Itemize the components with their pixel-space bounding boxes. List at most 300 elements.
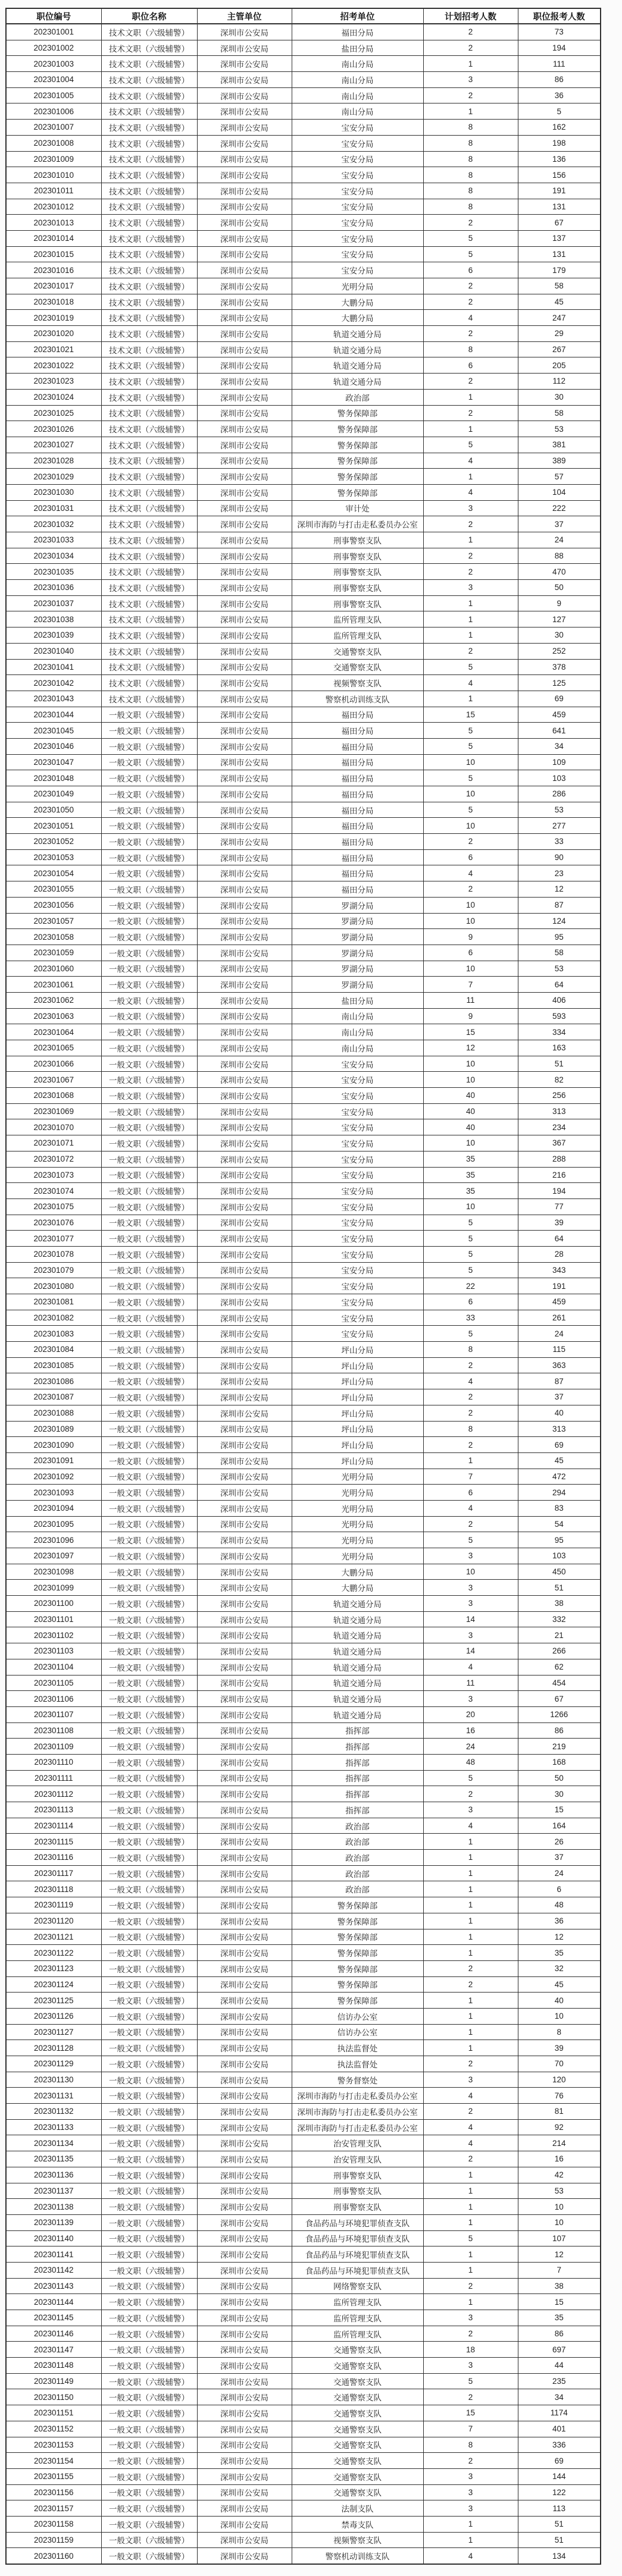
cell-position-name: 技术文职（六级辅警）	[101, 310, 197, 326]
cell-position-id: 202301003	[6, 56, 101, 72]
cell-planned-count: 1	[423, 2214, 518, 2230]
table-row	[6, 1103, 601, 1119]
table-row	[6, 1960, 601, 1976]
cell-recruiting-unit: 大鹏分局	[292, 294, 423, 310]
cell-planned-count: 6	[423, 945, 518, 961]
cell-applicant-count: 51	[518, 2516, 601, 2532]
cell-position-id: 202301036	[6, 580, 101, 596]
cell-recruiting-unit: 警务督察处	[292, 2072, 423, 2088]
cell-planned-count: 15	[423, 707, 518, 723]
cell-planned-count: 2	[423, 374, 518, 390]
cell-position-id: 202301069	[6, 1103, 101, 1119]
cell-supervising-unit: 深圳市公安局	[197, 2199, 292, 2215]
cell-planned-count: 5	[423, 738, 518, 754]
cell-position-id: 202301144	[6, 2294, 101, 2310]
cell-position-id: 202301091	[6, 1452, 101, 1469]
cell-position-id: 202301053	[6, 849, 101, 865]
cell-position-id: 202301156	[6, 2484, 101, 2500]
cell-recruiting-unit: 大鹏分局	[292, 310, 423, 326]
table-row	[6, 2532, 601, 2548]
cell-supervising-unit: 深圳市公安局	[197, 2294, 292, 2310]
cell-recruiting-unit: 福田分局	[292, 786, 423, 802]
cell-supervising-unit: 深圳市公安局	[197, 453, 292, 469]
cell-position-name: 技术文职（六级辅警）	[101, 643, 197, 659]
cell-recruiting-unit: 刑事警察支队	[292, 564, 423, 580]
cell-position-id: 202301129	[6, 2056, 101, 2072]
cell-recruiting-unit: 审计处	[292, 500, 423, 516]
cell-recruiting-unit: 监所管理支队	[292, 2294, 423, 2310]
cell-position-name: 一般文职（六级辅警）	[101, 723, 197, 739]
cell-recruiting-unit: 警务保障部	[292, 469, 423, 485]
cell-planned-count: 8	[423, 151, 518, 167]
cell-recruiting-unit: 南山分局	[292, 103, 423, 120]
table-row	[6, 1929, 601, 1945]
cell-supervising-unit: 深圳市公安局	[197, 1834, 292, 1850]
cell-applicant-count: 37	[518, 1850, 601, 1866]
table-row	[6, 183, 601, 199]
cell-applicant-count: 36	[518, 87, 601, 103]
cell-applicant-count: 234	[518, 1119, 601, 1135]
cell-position-name: 技术文职（六级辅警）	[101, 72, 197, 88]
cell-position-name: 一般文职（六级辅警）	[101, 707, 197, 723]
cell-recruiting-unit: 坪山分局	[292, 1452, 423, 1469]
table-row	[6, 1722, 601, 1739]
cell-supervising-unit: 深圳市公安局	[197, 2167, 292, 2183]
cell-position-id: 202301040	[6, 643, 101, 659]
cell-planned-count: 2	[423, 2104, 518, 2120]
cell-supervising-unit: 深圳市公安局	[197, 1754, 292, 1770]
cell-supervising-unit: 深圳市公安局	[197, 405, 292, 421]
cell-position-name: 一般文职（六级辅警）	[101, 897, 197, 913]
cell-supervising-unit: 深圳市公安局	[197, 881, 292, 898]
cell-position-name: 技术文职（六级辅警）	[101, 675, 197, 691]
cell-applicant-count: 73	[518, 24, 601, 40]
cell-supervising-unit: 深圳市公安局	[197, 1580, 292, 1596]
cell-supervising-unit: 深圳市公安局	[197, 770, 292, 786]
cell-recruiting-unit: 轨道交通分局	[292, 326, 423, 342]
table-row	[6, 595, 601, 611]
cell-applicant-count: 12	[518, 1929, 601, 1945]
table-row	[6, 1024, 601, 1040]
cell-applicant-count: 70	[518, 2056, 601, 2072]
cell-recruiting-unit: 指挥部	[292, 1802, 423, 1818]
cell-supervising-unit: 深圳市公安局	[197, 532, 292, 548]
cell-supervising-unit: 深圳市公安局	[197, 1818, 292, 1834]
cell-applicant-count: 39	[518, 2040, 601, 2056]
table-row	[6, 723, 601, 739]
cell-position-name: 一般文职（六级辅警）	[101, 2262, 197, 2278]
cell-supervising-unit: 深圳市公安局	[197, 580, 292, 596]
cell-supervising-unit: 深圳市公安局	[197, 1532, 292, 1548]
cell-applicant-count: 83	[518, 1500, 601, 1516]
cell-planned-count: 22	[423, 1278, 518, 1294]
cell-recruiting-unit: 福田分局	[292, 849, 423, 865]
cell-supervising-unit: 深圳市公安局	[197, 1373, 292, 1389]
cell-position-name: 技术文职（六级辅警）	[101, 500, 197, 516]
cell-position-name: 技术文职（六级辅警）	[101, 564, 197, 580]
cell-position-id: 202301019	[6, 310, 101, 326]
cell-recruiting-unit: 警察机动训练支队	[292, 2548, 423, 2564]
cell-recruiting-unit: 宝安分局	[292, 199, 423, 215]
cell-position-name: 一般文职（六级辅警）	[101, 1246, 197, 1262]
cell-position-id: 202301112	[6, 1786, 101, 1802]
cell-supervising-unit: 深圳市公安局	[197, 1119, 292, 1135]
cell-position-id: 202301065	[6, 1040, 101, 1056]
cell-planned-count: 5	[423, 230, 518, 246]
cell-position-name: 技术文职（六级辅警）	[101, 40, 197, 56]
table-row	[6, 738, 601, 754]
cell-position-id: 202301098	[6, 1564, 101, 1580]
cell-applicant-count: 23	[518, 865, 601, 881]
cell-supervising-unit: 深圳市公安局	[197, 849, 292, 865]
cell-position-id: 202301116	[6, 1850, 101, 1866]
cell-applicant-count: 39	[518, 1215, 601, 1231]
cell-planned-count: 9	[423, 1008, 518, 1024]
table-row	[6, 2484, 601, 2500]
cell-planned-count: 35	[423, 1151, 518, 1167]
cell-supervising-unit: 深圳市公安局	[197, 2342, 292, 2358]
cell-position-name: 一般文职（六级辅警）	[101, 1881, 197, 1897]
table-row	[6, 913, 601, 929]
cell-recruiting-unit: 福田分局	[292, 818, 423, 834]
cell-position-id: 202301023	[6, 374, 101, 390]
cell-applicant-count: 58	[518, 278, 601, 294]
cell-planned-count: 1	[423, 2040, 518, 2056]
cell-planned-count: 2	[423, 40, 518, 56]
cell-supervising-unit: 深圳市公安局	[197, 326, 292, 342]
cell-planned-count: 2	[423, 326, 518, 342]
cell-position-name: 一般文职（六级辅警）	[101, 1103, 197, 1119]
table-row	[6, 405, 601, 421]
cell-position-id: 202301026	[6, 421, 101, 437]
cell-position-name: 一般文职（六级辅警）	[101, 2516, 197, 2532]
cell-planned-count: 2	[423, 2389, 518, 2405]
cell-applicant-count: 45	[518, 1452, 601, 1469]
table-row	[6, 2421, 601, 2437]
cell-applicant-count: 45	[518, 294, 601, 310]
cell-supervising-unit: 深圳市公安局	[197, 2532, 292, 2548]
cell-position-name: 技术文职（六级辅警）	[101, 167, 197, 183]
cell-applicant-count: 67	[518, 1691, 601, 1707]
table-row	[6, 1342, 601, 1358]
cell-position-id: 202301149	[6, 2373, 101, 2389]
cell-applicant-count: 30	[518, 389, 601, 405]
cell-recruiting-unit: 交通警察支队	[292, 659, 423, 675]
cell-supervising-unit: 深圳市公安局	[197, 310, 292, 326]
table-row	[6, 1786, 601, 1802]
cell-supervising-unit: 深圳市公安局	[197, 1437, 292, 1453]
cell-supervising-unit: 深圳市公安局	[197, 135, 292, 151]
cell-position-id: 202301022	[6, 357, 101, 374]
cell-planned-count: 3	[423, 580, 518, 596]
table-row	[6, 532, 601, 548]
cell-supervising-unit: 深圳市公安局	[197, 1389, 292, 1405]
cell-planned-count: 2	[423, 1786, 518, 1802]
cell-position-name: 一般文职（六级辅警）	[101, 2310, 197, 2326]
cell-applicant-count: 58	[518, 945, 601, 961]
cell-supervising-unit: 深圳市公安局	[197, 1897, 292, 1913]
cell-planned-count: 10	[423, 1056, 518, 1072]
cell-position-name: 技术文职（六级辅警）	[101, 389, 197, 405]
cell-position-id: 202301095	[6, 1516, 101, 1532]
cell-applicant-count: 62	[518, 1659, 601, 1675]
cell-applicant-count: 12	[518, 881, 601, 898]
table-row	[6, 1246, 601, 1262]
cell-planned-count: 5	[423, 1262, 518, 1278]
table-row	[6, 1675, 601, 1691]
cell-position-id: 202301086	[6, 1373, 101, 1389]
cell-planned-count: 10	[423, 786, 518, 802]
cell-position-name: 技术文职（六级辅警）	[101, 580, 197, 596]
cell-planned-count: 1	[423, 532, 518, 548]
cell-recruiting-unit: 宝安分局	[292, 135, 423, 151]
col-header-position-id: 职位编号	[6, 8, 101, 24]
cell-position-name: 一般文职（六级辅警）	[101, 1151, 197, 1167]
cell-recruiting-unit: 轨道交通分局	[292, 1691, 423, 1707]
cell-recruiting-unit: 宝安分局	[292, 1151, 423, 1167]
cell-recruiting-unit: 政治部	[292, 389, 423, 405]
table-row	[6, 24, 601, 40]
cell-supervising-unit: 深圳市公安局	[197, 2405, 292, 2421]
cell-applicant-count: 58	[518, 405, 601, 421]
table-row	[6, 72, 601, 88]
cell-supervising-unit: 深圳市公安局	[197, 2056, 292, 2072]
cell-planned-count: 4	[423, 2548, 518, 2564]
cell-position-name: 一般文职（六级辅警）	[101, 1452, 197, 1469]
cell-recruiting-unit: 交通警察支队	[292, 2389, 423, 2405]
cell-recruiting-unit: 食品药品与环境犯罪侦查支队	[292, 2214, 423, 2230]
cell-planned-count: 1	[423, 469, 518, 485]
table-row	[6, 1802, 601, 1818]
cell-position-name: 技术文职（六级辅警）	[101, 199, 197, 215]
cell-supervising-unit: 深圳市公安局	[197, 1469, 292, 1485]
cell-position-id: 202301160	[6, 2548, 101, 2564]
cell-position-id: 202301105	[6, 1675, 101, 1691]
table-row	[6, 1215, 601, 1231]
cell-applicant-count: 313	[518, 1103, 601, 1119]
cell-supervising-unit: 深圳市公安局	[197, 659, 292, 675]
cell-applicant-count: 53	[518, 961, 601, 977]
cell-applicant-count: 332	[518, 1611, 601, 1627]
cell-position-id: 202301150	[6, 2389, 101, 2405]
cell-planned-count: 1	[423, 1913, 518, 1929]
cell-recruiting-unit: 政治部	[292, 1834, 423, 1850]
table-row	[6, 2358, 601, 2374]
cell-planned-count: 6	[423, 1485, 518, 1501]
cell-applicant-count: 87	[518, 897, 601, 913]
cell-planned-count: 4	[423, 865, 518, 881]
cell-recruiting-unit: 交通警察支队	[292, 2373, 423, 2389]
cell-planned-count: 2	[423, 516, 518, 532]
cell-planned-count: 2	[423, 1389, 518, 1405]
cell-recruiting-unit: 南山分局	[292, 87, 423, 103]
cell-position-name: 一般文职（六级辅警）	[101, 1326, 197, 1342]
cell-position-name: 一般文职（六级辅警）	[101, 1215, 197, 1231]
cell-applicant-count: 235	[518, 2373, 601, 2389]
cell-applicant-count: 40	[518, 1405, 601, 1421]
cell-planned-count: 24	[423, 1739, 518, 1755]
cell-recruiting-unit: 警务保障部	[292, 484, 423, 500]
col-header-supervising-unit: 主管单位	[197, 8, 292, 24]
cell-applicant-count: 131	[518, 199, 601, 215]
table-row	[6, 1516, 601, 1532]
table-row	[6, 1198, 601, 1215]
cell-supervising-unit: 深圳市公安局	[197, 199, 292, 215]
cell-planned-count: 3	[423, 72, 518, 88]
table-row	[6, 326, 601, 342]
cell-planned-count: 1	[423, 2024, 518, 2040]
cell-applicant-count: 53	[518, 802, 601, 818]
cell-position-id: 202301085	[6, 1357, 101, 1373]
cell-supervising-unit: 深圳市公安局	[197, 1802, 292, 1818]
cell-planned-count: 5	[423, 437, 518, 453]
table-row	[6, 659, 601, 675]
cell-planned-count: 10	[423, 897, 518, 913]
cell-position-id: 202301152	[6, 2421, 101, 2437]
table-row	[6, 1993, 601, 2009]
cell-position-id: 202301119	[6, 1897, 101, 1913]
cell-position-id: 202301133	[6, 2119, 101, 2135]
cell-planned-count: 4	[423, 310, 518, 326]
cell-applicant-count: 381	[518, 437, 601, 453]
cell-position-name: 一般文职（六级辅警）	[101, 1897, 197, 1913]
cell-recruiting-unit: 南山分局	[292, 72, 423, 88]
cell-position-id: 202301016	[6, 262, 101, 278]
cell-position-name: 一般文职（六级辅警）	[101, 2500, 197, 2517]
cell-supervising-unit: 深圳市公安局	[197, 2278, 292, 2294]
cell-position-name: 一般文职（六级辅警）	[101, 1389, 197, 1405]
cell-applicant-count: 112	[518, 374, 601, 390]
cell-supervising-unit: 深圳市公安局	[197, 786, 292, 802]
table-row	[6, 1452, 601, 1469]
cell-supervising-unit: 深圳市公安局	[197, 374, 292, 390]
cell-position-id: 202301147	[6, 2342, 101, 2358]
cell-recruiting-unit: 监所管理支队	[292, 611, 423, 627]
cell-applicant-count: 286	[518, 786, 601, 802]
cell-planned-count: 2	[423, 215, 518, 231]
cell-position-id: 202301041	[6, 659, 101, 675]
cell-position-id: 202301052	[6, 834, 101, 850]
table-row	[6, 1659, 601, 1675]
cell-recruiting-unit: 信访办公室	[292, 2024, 423, 2040]
cell-recruiting-unit: 交通警察支队	[292, 2484, 423, 2500]
cell-supervising-unit: 深圳市公安局	[197, 2500, 292, 2517]
cell-planned-count: 2	[423, 834, 518, 850]
cell-applicant-count: 54	[518, 1516, 601, 1532]
cell-planned-count: 20	[423, 1706, 518, 1722]
table-row	[6, 341, 601, 357]
cell-recruiting-unit: 政治部	[292, 1850, 423, 1866]
cell-planned-count: 18	[423, 2342, 518, 2358]
cell-planned-count: 3	[423, 1691, 518, 1707]
cell-supervising-unit: 深圳市公安局	[197, 1135, 292, 1151]
cell-position-id: 202301146	[6, 2326, 101, 2342]
cell-supervising-unit: 深圳市公安局	[197, 167, 292, 183]
cell-position-id: 202301114	[6, 1818, 101, 1834]
cell-applicant-count: 266	[518, 1643, 601, 1659]
cell-position-name: 技术文职（六级辅警）	[101, 120, 197, 136]
cell-position-name: 一般文职（六级辅警）	[101, 2199, 197, 2215]
cell-recruiting-unit: 坪山分局	[292, 1437, 423, 1453]
cell-supervising-unit: 深圳市公安局	[197, 1262, 292, 1278]
cell-applicant-count: 109	[518, 754, 601, 770]
cell-supervising-unit: 深圳市公安局	[197, 1056, 292, 1072]
cell-supervising-unit: 深圳市公安局	[197, 1485, 292, 1501]
cell-applicant-count: 15	[518, 2294, 601, 2310]
cell-planned-count: 8	[423, 135, 518, 151]
cell-position-name: 一般文职（六级辅警）	[101, 2056, 197, 2072]
cell-position-id: 202301110	[6, 1754, 101, 1770]
cell-applicant-count: 64	[518, 977, 601, 993]
table-row	[6, 1294, 601, 1310]
cell-recruiting-unit: 盐田分局	[292, 992, 423, 1008]
table-row	[6, 1485, 601, 1501]
cell-position-name: 技术文职（六级辅警）	[101, 595, 197, 611]
cell-applicant-count: 131	[518, 246, 601, 262]
table-row	[6, 1262, 601, 1278]
cell-supervising-unit: 深圳市公安局	[197, 977, 292, 993]
cell-supervising-unit: 深圳市公安局	[197, 2262, 292, 2278]
cell-position-id: 202301055	[6, 881, 101, 898]
cell-position-name: 一般文职（六级辅警）	[101, 1294, 197, 1310]
cell-position-id: 202301010	[6, 167, 101, 183]
cell-supervising-unit: 深圳市公安局	[197, 1500, 292, 1516]
table-row	[6, 2088, 601, 2104]
cell-supervising-unit: 深圳市公安局	[197, 2484, 292, 2500]
cell-planned-count: 1	[423, 56, 518, 72]
table-row	[6, 40, 601, 56]
cell-supervising-unit: 深圳市公安局	[197, 834, 292, 850]
cell-planned-count: 8	[423, 199, 518, 215]
table-row	[6, 865, 601, 881]
cell-applicant-count: 12	[518, 2246, 601, 2263]
cell-position-id: 202301137	[6, 2183, 101, 2199]
cell-position-name: 一般文职（六级辅警）	[101, 2151, 197, 2167]
cell-position-name: 一般文职（六级辅警）	[101, 2214, 197, 2230]
cell-applicant-count: 36	[518, 1913, 601, 1929]
cell-planned-count: 5	[423, 1246, 518, 1262]
cell-recruiting-unit: 宝安分局	[292, 1262, 423, 1278]
cell-recruiting-unit: 食品药品与环境犯罪侦查支队	[292, 2262, 423, 2278]
cell-position-name: 一般文职（六级辅警）	[101, 1485, 197, 1501]
cell-recruiting-unit: 警务保障部	[292, 1993, 423, 2009]
cell-position-name: 技术文职（六级辅警）	[101, 151, 197, 167]
cell-applicant-count: 113	[518, 2500, 601, 2517]
cell-applicant-count: 32	[518, 1960, 601, 1976]
cell-recruiting-unit: 警务保障部	[292, 1976, 423, 1993]
cell-recruiting-unit: 轨道交通分局	[292, 1659, 423, 1675]
cell-position-name: 一般文职（六级辅警）	[101, 1786, 197, 1802]
cell-applicant-count: 261	[518, 1310, 601, 1326]
table-row	[6, 802, 601, 818]
cell-position-name: 一般文职（六级辅警）	[101, 1056, 197, 1072]
cell-planned-count: 1	[423, 421, 518, 437]
cell-position-name: 技术文职（六级辅警）	[101, 548, 197, 564]
cell-supervising-unit: 深圳市公安局	[197, 1786, 292, 1802]
cell-position-name: 一般文职（六级辅警）	[101, 977, 197, 993]
table-row	[6, 2294, 601, 2310]
cell-planned-count: 35	[423, 1167, 518, 1183]
cell-position-id: 202301043	[6, 691, 101, 707]
cell-planned-count: 1	[423, 2532, 518, 2548]
cell-position-id: 202301063	[6, 1008, 101, 1024]
cell-position-name: 一般文职（六级辅警）	[101, 1929, 197, 1945]
table-row	[6, 2437, 601, 2453]
cell-recruiting-unit: 指挥部	[292, 1754, 423, 1770]
cell-recruiting-unit: 宝安分局	[292, 262, 423, 278]
cell-recruiting-unit: 视频警察支队	[292, 675, 423, 691]
table-row	[6, 2151, 601, 2167]
